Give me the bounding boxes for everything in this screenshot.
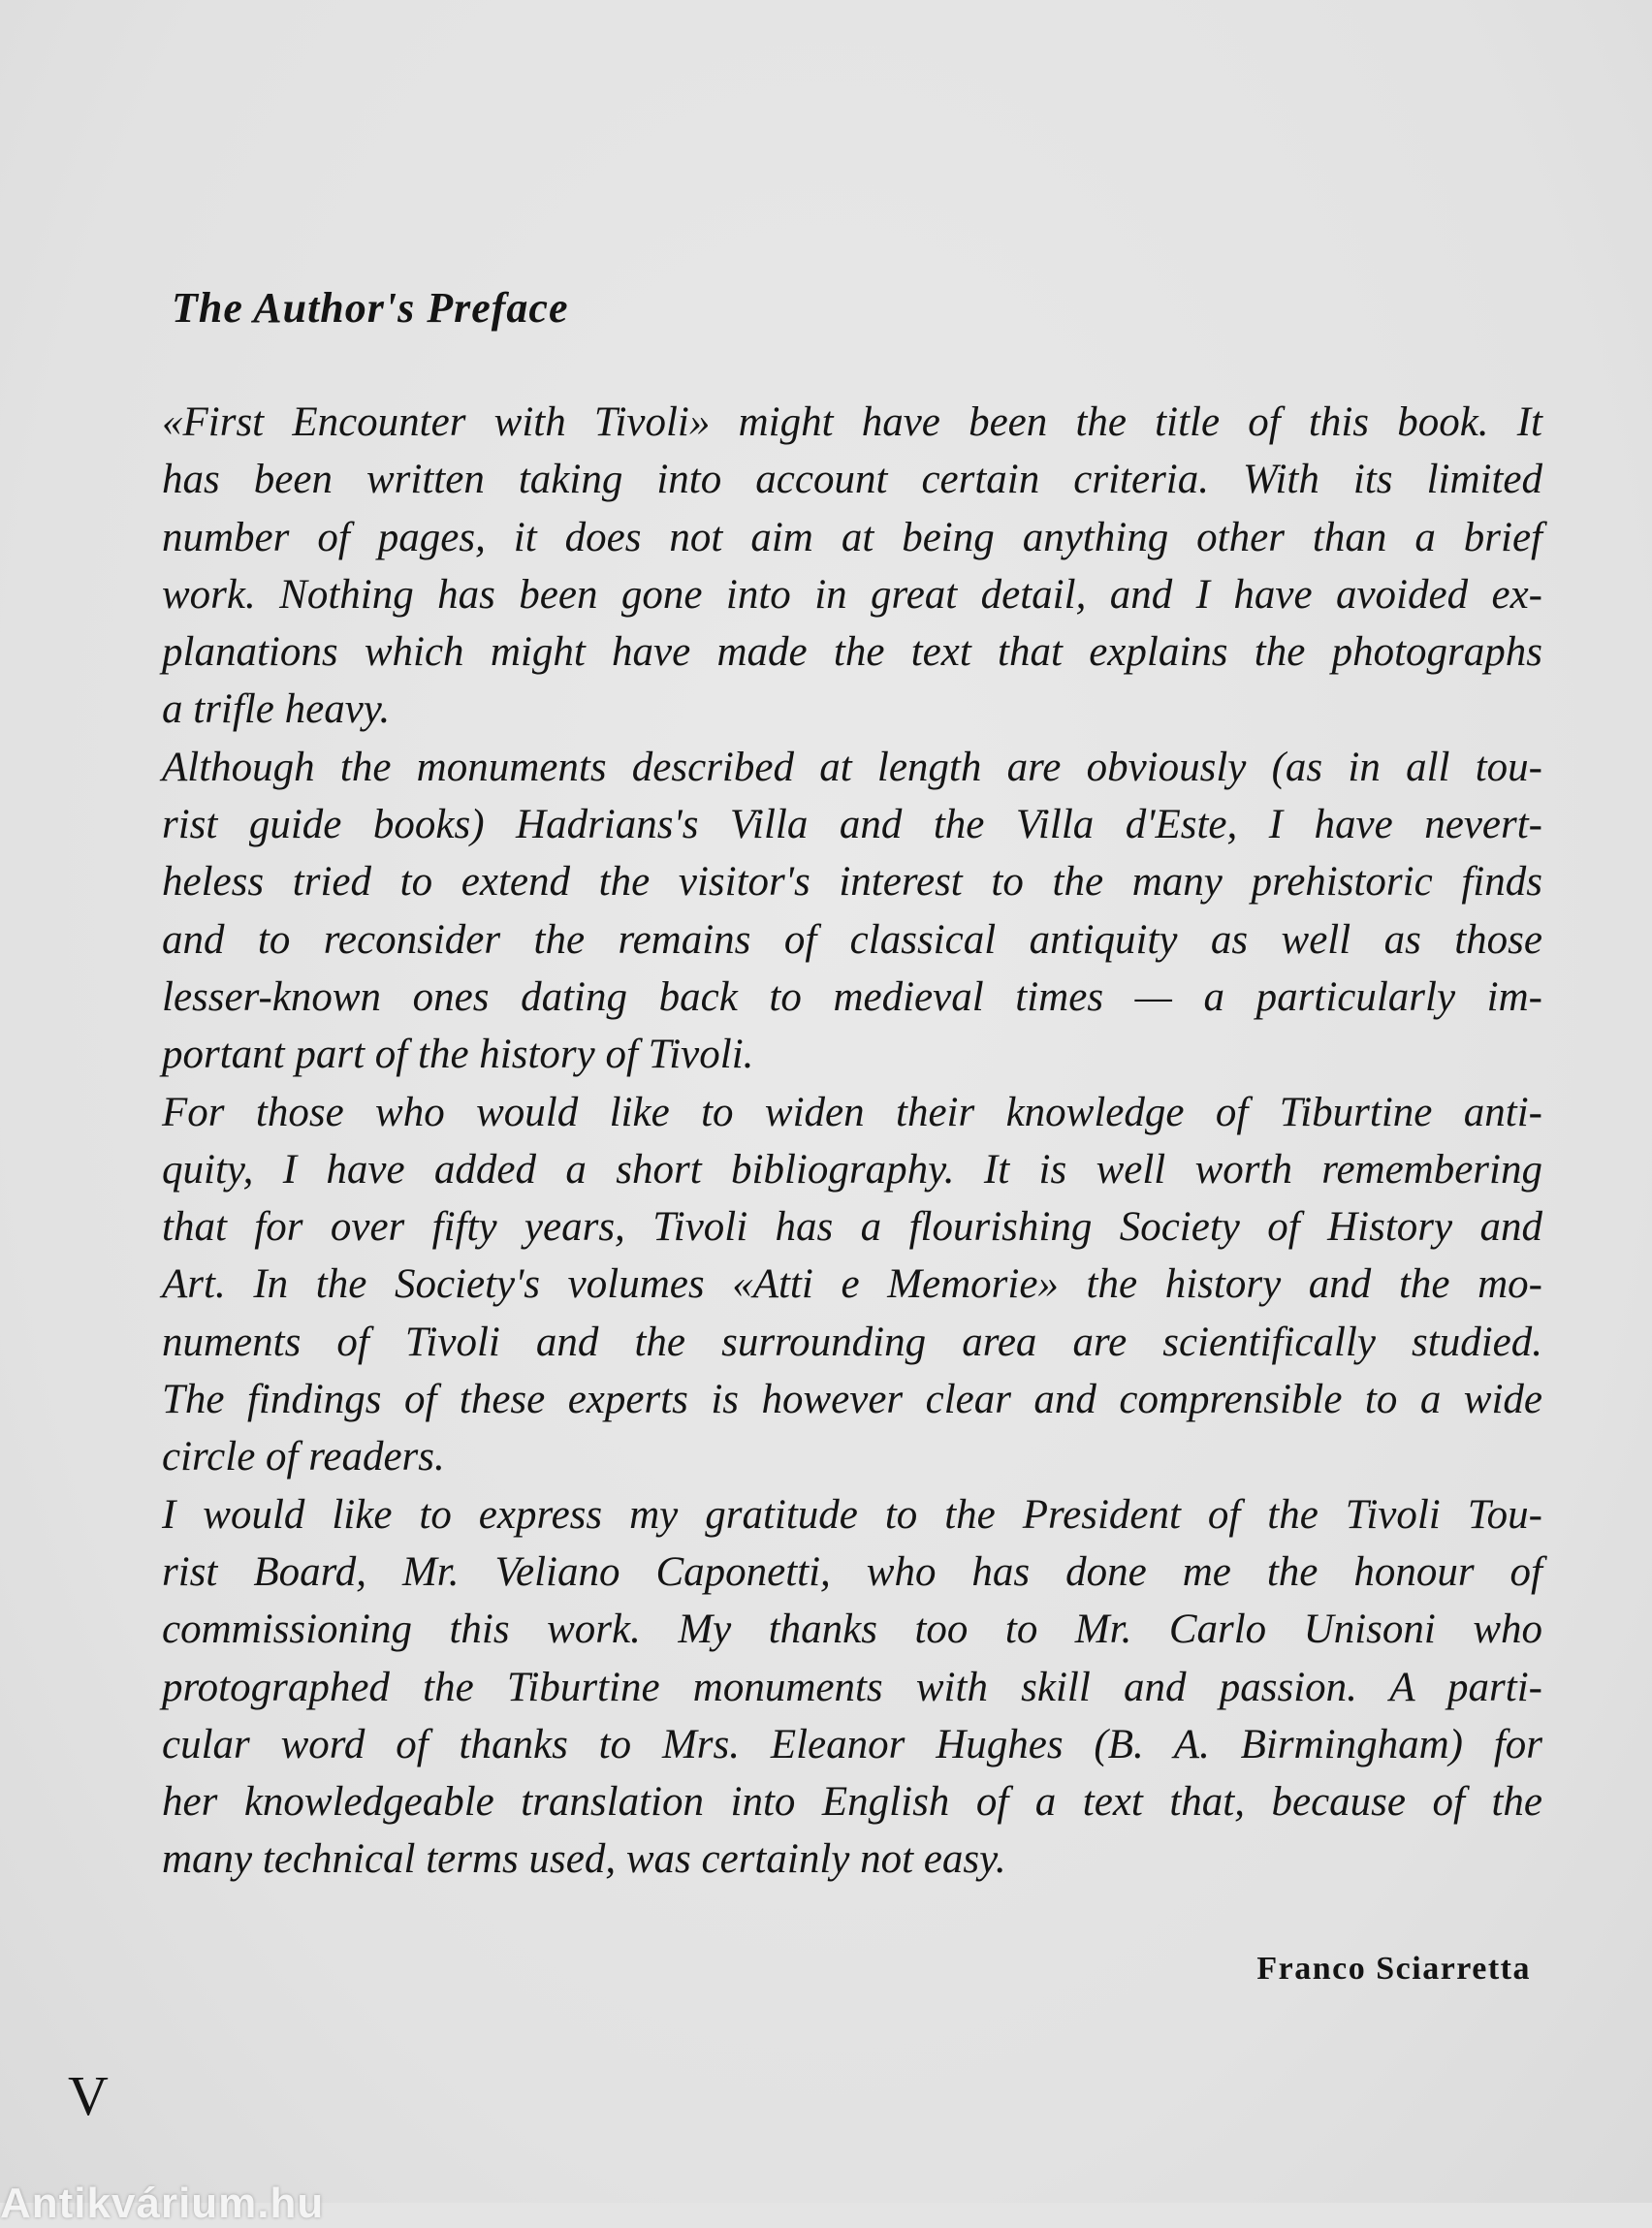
text-line: Although the monuments described at length are obviously (as in all tou- [162, 744, 1542, 790]
text-line: work. Nothing has been gone into in great detail, and I have avoided ex- [162, 571, 1542, 618]
text-line: rist guide books) Hadrians's Villa and the Villa d'Este, I have nevert- [162, 802, 1542, 848]
text-line: lesser-known ones dating back to medieval times — a particularly im- [162, 973, 1542, 1020]
text-line: I would like to express my gratitude to the President of the Tivoli Tou- [162, 1491, 1542, 1538]
watermark: Antikvárium.hu [0, 2180, 325, 2227]
text-line: circle of readers. [162, 1434, 445, 1480]
text-line: portant part of the history of Tivoli. [162, 1032, 754, 1078]
paragraph [162, 739, 1542, 1084]
text-line: heless tried to extend the visitor's interest to the many prehistoric finds [162, 859, 1542, 906]
text-line: Art. In the Society's volumes «Atti e Memorie» the history and the mo- [162, 1261, 1542, 1308]
text-line: a trifle heavy. [162, 686, 391, 733]
text-line: For those who would like to widen their knowledge of Tiburtine anti- [162, 1089, 1542, 1135]
paragraph [162, 1084, 1542, 1486]
text-line: many technical terms used, was certainly not easy. [162, 1836, 1006, 1883]
text-line: «First Encounter with Tivoli» might have been the title of this book. It [162, 399, 1542, 445]
text-line: planations which might have made the text that explains the photographs [162, 629, 1542, 676]
text-line: protographed the Tiburtine monuments with skill and passion. A parti- [162, 1664, 1542, 1710]
text-line: her knowledgeable translation into English of a text that, because of the [162, 1779, 1542, 1826]
text-line: commissioning this work. My thanks too to Mr. Carlo Unisoni who [162, 1607, 1542, 1653]
preface-body [162, 394, 1542, 1889]
text-line: numents of Tivoli and the surrounding area are scientifically studied. [162, 1319, 1542, 1365]
paragraph [162, 1486, 1542, 1889]
text-line: and to reconsider the remains of classical antiquity as well as those [162, 916, 1542, 963]
text-line: cular word of thanks to Mrs. Eleanor Hughes (B. A. Birmingham) for [162, 1721, 1542, 1767]
text-line: quity, I have added a short bibliography. It is well worth remembering [162, 1146, 1542, 1193]
preface-title: The Author's Preface [172, 284, 569, 332]
text-line: number of pages, it does not aim at being anything other than a brief [162, 514, 1542, 560]
author-signature: Franco Sciarretta [1256, 1951, 1531, 1987]
text-line: rist Board, Mr. Veliano Caponetti, who has done me the honour of [162, 1548, 1542, 1595]
text-line: that for over fifty years, Tivoli has a flourishing Society of History and [162, 1204, 1542, 1251]
paragraph [162, 394, 1542, 739]
text-line: The findings of these experts is however clear and comprensible to a wide [162, 1377, 1542, 1423]
text-line: has been written taking into account certain criteria. With its limited [162, 457, 1542, 503]
page-number: V [68, 2064, 109, 2127]
